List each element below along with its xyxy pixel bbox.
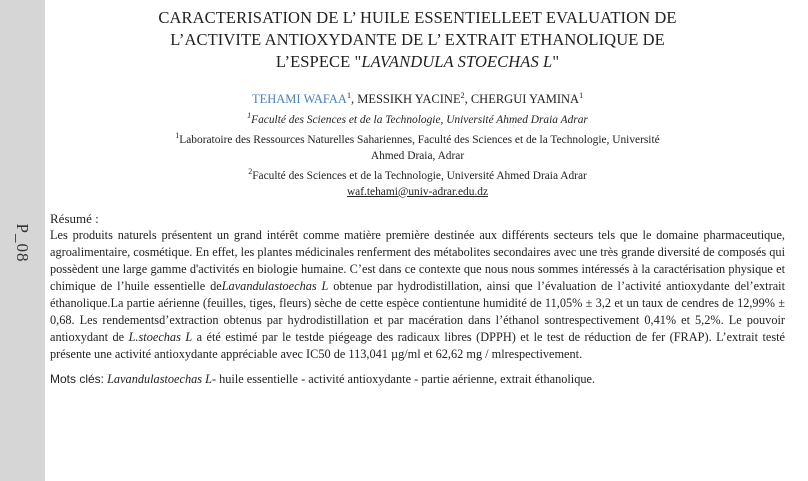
abstract-species-2: L.stoechas L [128, 330, 193, 345]
abstract-species-1: Lavandulastoechas L [221, 278, 329, 293]
affiliation-2 [50, 128, 785, 148]
affiliation-1 [50, 108, 785, 128]
paper-title [50, 7, 785, 73]
keywords-species: Lavandulastoechas L [107, 372, 212, 387]
author-second: , MESSIKH YACINE [350, 92, 461, 107]
page-number-label: P_08 [13, 223, 32, 263]
paper-body [50, 4, 785, 388]
title-line-3 [50, 51, 785, 73]
author-list [50, 87, 785, 108]
affiliation-2-sup: 1 [175, 130, 180, 140]
author-first-sup: 1 [346, 91, 351, 100]
author-third: , CHERGUI YAMINA [464, 92, 580, 107]
title-species: LAVANDULA STOECHAS L [361, 52, 553, 71]
keywords [50, 371, 785, 388]
author-email-link[interactable]: waf.tehami@univ-adrar.edu.dz [346, 185, 489, 198]
title-line-3-suffix: " [552, 52, 560, 71]
title-line-2: L’ACTIVITE ANTIOXYDANTE DE L’ EXTRAIT ETHANOLIQUE DE [170, 30, 665, 49]
author-third-sup: 1 [579, 91, 584, 100]
abstract-heading: Résumé : [50, 210, 99, 226]
abstract-body [50, 227, 785, 364]
author-second-sup: 2 [460, 91, 465, 100]
title-line-1: CARACTERISATION DE L’ HUILE ESSENTIELLEET EVALUATION DE [158, 8, 677, 27]
page-margin-bar [0, 0, 45, 481]
affiliation-3 [50, 164, 785, 184]
abstract-part-2: obtenue par hydrodistillation, ainsi que l’évaluation de l’activité antioxydante del’extrait éthanolique.La partie aérienne (feuilles, tiges, fleurs) sèche de cette espèce contientune humidité de 11,05% ± 3,2 et un taux de cendres de 12,99% ± 0,68. Les rendementsd’extraction obtenus par hydrodistillation et par macération dans l’éthanol sontrespectivement 0,41% et 5,2%. Le pouvoir antioxydant de [50, 278, 785, 345]
abstract-part-3: a été estimé par le testde piégeage des radicaux libres (DPPH) et le test de réduction de fer (FRAP). L’extrait testé présente une activité antioxydante appréciable avec IC50 de 113,041 µg/ml et 62,62 mg / mlrespectivement. [50, 330, 786, 362]
keywords-text: - huile essentielle - activité antioxydante - partie aérienne, extrait éthanolique. [211, 372, 596, 387]
keywords-label: Mots clés: [50, 372, 105, 387]
affiliation-1-sup: 1 [247, 111, 252, 121]
affiliation-2-line-2: Ahmed Draia, Adrar [370, 149, 465, 162]
affiliation-2-text: Laboratoire des Ressources Naturelles Sahariennes, Faculté des Sciences et de la Technologie, Université [179, 133, 660, 146]
abstract-part-1: Les produits naturels présentent un grand intérêt comme matière première destinée aux différents secteurs tels que le domaine pharmaceutique, agroalimentaire, cosmétique. En effet, les plantes médicinales renferment des métabolites secondaires avec une très grande diversité de composés qui possèdent une large gamme d'activités en biologie humaine. C’est dans ce contexte que nous nous sommes intéressés à la caractérisation physique et chimique de l’huile essentielle de [50, 227, 785, 293]
affiliation-1-text: Faculté des Sciences et de la Technologie, Université Ahmed Draia Adrar [251, 113, 588, 126]
title-line-3-prefix: L’ESPECE " [275, 52, 362, 71]
affiliation-3-text: Faculté des Sciences et de la Technologie, Université Ahmed Draia Adrar [252, 169, 587, 182]
author-first: TEHAMI WAFAA [251, 92, 347, 107]
affiliation-3-sup: 2 [248, 166, 253, 176]
